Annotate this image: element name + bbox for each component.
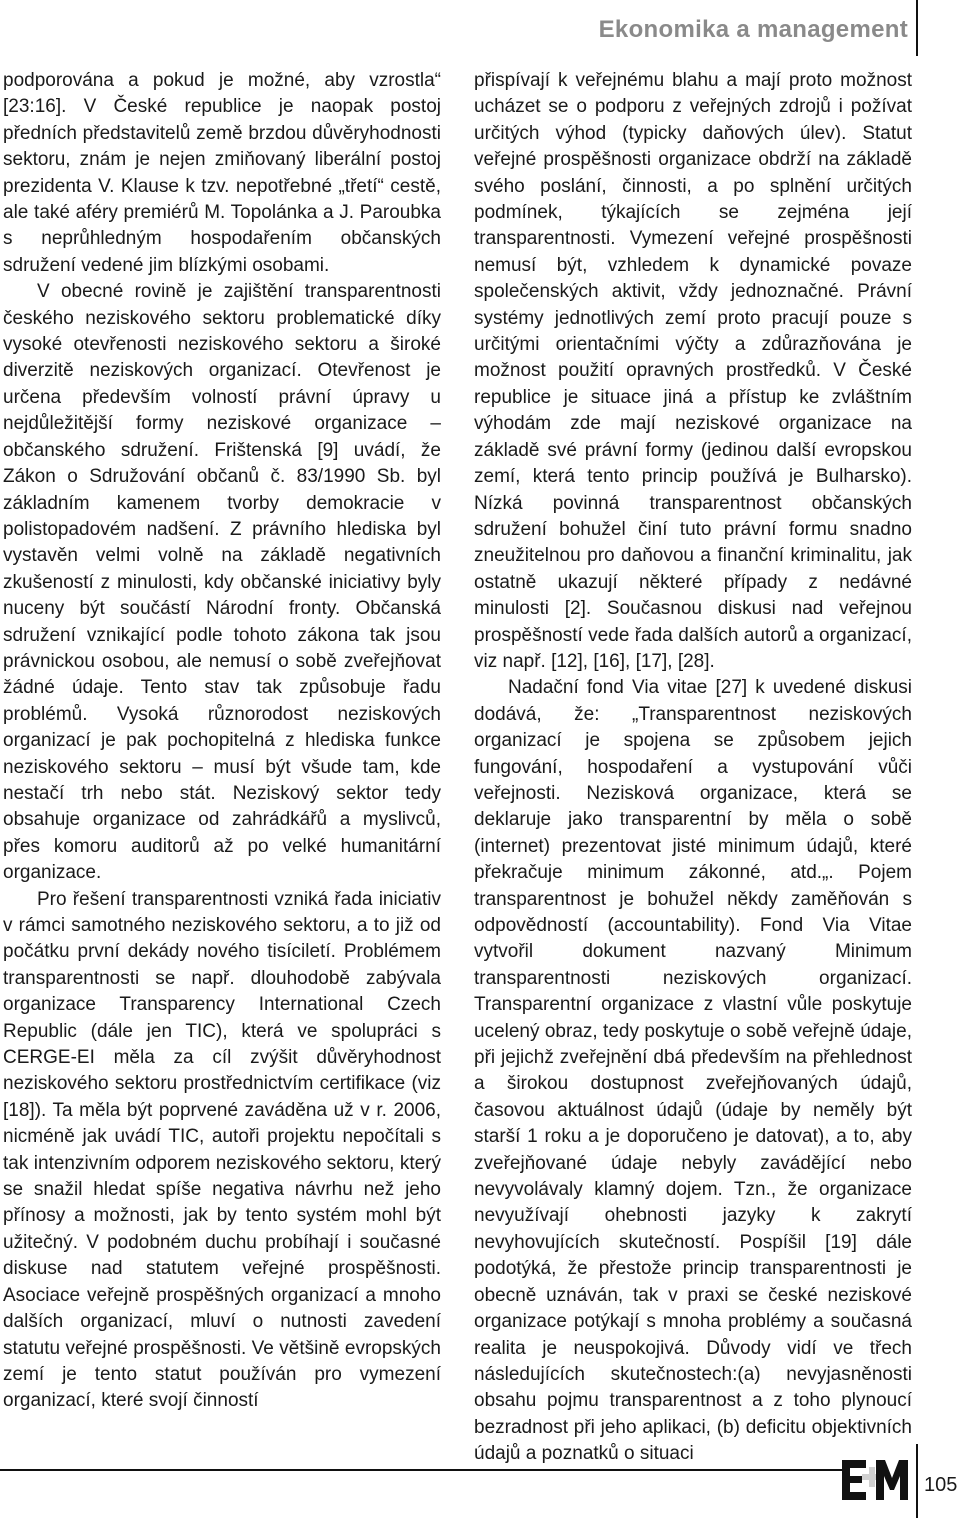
right-column (474, 68, 912, 1468)
left-column (3, 68, 441, 1415)
paragraph: Nadační fond Via vitae [27] k uvedené diskusi dodává, že: „Transparentnost neziskových organizací je spojena se způsobem jejich fungování, hospodaření a vystupování vůči veřejnosti. Nezisková organizace, která se deklaruje jako transparentní by měla o sobě (internet) prezentovat jisté minimum údajů, které překračuje minimum zákonné, atd.„. Pojem transparentnost je bohužel někdy zaměňován s odpovědností (accountability). Fond Via Vitae vytvořil dokument nazvaný Minimum transparentnosti neziskových organizací. Transparentní organizace z vlastní vůle poskytuje ucelený obraz, tedy poskytuje o sobě veřejně údaje, při jejichž zveřejnění dbá především na přehlednost a širokou dostupnost zveřejňovaných údajů, časovou aktuálnost údajů (údaje by neměly být starší 1 roku a je doporučeno je datovat), a to, aby zveřejňované údaje nebyly zavádějící nebo nevyvolávaly klamný dojem. Tzn., že organizace nevyužívají ohebnosti jazyky k zakrytí nevyhovujících skutečností. Pospíšil [19] dále podotýká, že přestože princip transparentnosti je obecně uznáván, tak v praxi se české neziskové organizace potýkají s mnoha problémy a současná realita je neuspokojivá. Důvody vidí ve třech následujících skutečnostech:(a) nevyjasněnosti obsahu pojmu transparentnost a z toho plynoucí bezradnost při jeho aplikaci, (b) deficitu objektivních údajů a poznatků o situaci (474, 677, 912, 1465)
footer-divider (0, 1469, 850, 1471)
page-number: 105 (924, 1474, 958, 1496)
paragraph: podporována a pokud je možné, aby vzrostla“ [23:16]. V České republice je naopak postoj předních představitelů země brzdou důvěryhodnosti sektoru, znám je nejen zmiňovaný liberální postoj prezidenta V. Klause k tzv. nepotřebné „třetí“ cestě, ale také aféry premiérů M. Topolánka a J. Paroubka s neprůhledným hospodařením občanských sdružení vedené jim blízkými osobami. (3, 70, 441, 276)
footer-vertical-divider (916, 1444, 918, 1518)
paragraph: přispívají k veřejnému blahu a mají proto možnost ucházet se o podporu z veřejných zdrojů i požívat určitých výhod (typicky daňových úlev). Statut veřejné prospěšnosti organizace obdrží na základě svého poslání, činnosti, a po splnění určitých podmínek, týkajících se zejména její transparentnosti. Vymezení veřejné prospěšnosti nemusí být, vzhledem k dynamické povaze společenských aktivit, vždy jednoznačné. Právní systémy jednotlivých zemí proto pracují pouze s určitými orientačními výčty a zdůrazňována je možnost použití opravných prostředků. V České republice je situace jiná a přístup ke zvláštním výhodám zde mají neziskové organizace na základě své právní formy (jedinou další evropskou zemí, která tento princip používá je Bulharsko). Nízká povinná transparentnost občanských sdružení bohužel činí tuto právní formu snadno zneužitelnou pro daňovou a finanční kriminalitu, jak ostatně ukazují některé případy z nedávné minulosti [2]. Současnou diskusi nad veřejnou prospěšností vede řada dalších autorů a organizací, viz např. [12], [16], [17], [28]. (474, 70, 912, 672)
paragraph: Pro řešení transparentnosti vzniká řada iniciativ v rámci samotného neziskového sektoru, a to již od počátku první dekády nového tisíciletí. Problémem transparentnosti se např. dlouhodobě zabývala organizace Transparency International Czech Republic (dále jen TIC), která ve spolupráci s CERGE-EI měla za cíl zvýšit důvěryhodnost neziskového sektoru prostřednictvím certifikace (viz [18]). Ta měla být poprvené zaváděna už v r. 2006, nicméně jak uvádí TIC, autoři projektu nepočítali s tak intenzivním odporem neziskového sektoru, který se snažil hledat spíše negativa návrhu než jeho přínosy a možnosti, jak by tento systém mohl být užitečný. V podobném duchu probíhají i současné diskuse nad statutem veřejné prospěšnosti. Asociace veřejně prospěšných organizací a mnoho dalších organizací, mluví o nutnosti zavedení statutu veřejné prospěšnosti. Ve většině evropských zemí je tento statut používán pro vymezení organizací, které svojí činností (3, 888, 441, 1412)
paragraph: V obecné rovině je zajištění transparentnosti českého neziskového sektoru problematické díky vysoké otevřenosti neziskového sektoru a široké diverzitě neziskových organizací. Otevřenost je určena především volností právní úpravy u nejdůležitější formy neziskové organizace – občanského sdružení. Frištenská [9] uvádí, že Zákon o Sdružování občanů č. 83/1990 Sb. byl základním kamenem tvorby demokracie v polistopadovém nadšení. Z právního hlediska byl vystavěn velmi volně na základě negativních zkušeností z minulosti, kdy občanské iniciativy byly nuceny být součástí Národní fronty. Občanská sdružení vznikající podle tohoto zákona tak jsou právnickou osobou, ale nemusí o sobě zveřejňovat žádné údaje. Tento stav tak způsobuje řadu problémů. Vysoká různorodost neziskových organizací je pak pochopitelná z hlediska funkce neziskového sektoru – musí být všude tam, kde nestačí trh nebo stát. Neziskový sektor tedy obsahuje organizace od zahrádkářů a myslivců, přes komoru auditorů až po velké humanitární organizace. (3, 281, 441, 884)
journal-logo (842, 1450, 910, 1506)
header-divider (916, 0, 918, 56)
journal-section-title: Ekonomika a management (598, 16, 908, 43)
